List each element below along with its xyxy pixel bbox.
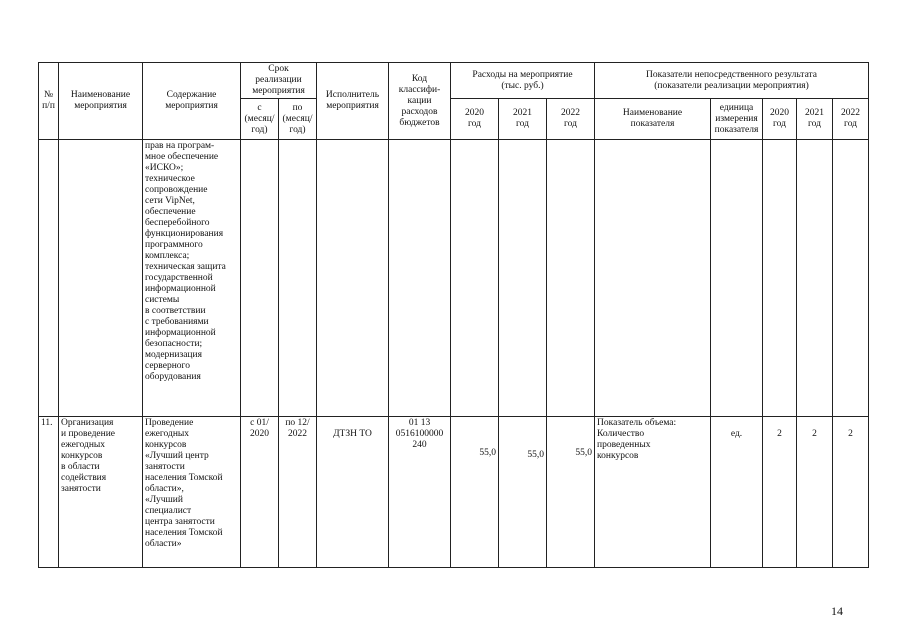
header-executor: Исполнитель мероприятия	[317, 63, 389, 140]
cell-empty	[59, 140, 143, 417]
cell-empty	[547, 140, 595, 417]
header-indicator-2022: 2022 год	[833, 99, 869, 140]
header-event-name: Наименование мероприятия	[59, 63, 143, 140]
header-expenses: Расходы на мероприятие (тыс. руб.)	[451, 63, 595, 99]
cell-unit: ед.	[711, 417, 763, 568]
cell-period-from: с 01/ 2020	[241, 417, 279, 568]
cell-empty	[389, 140, 451, 417]
header-indicator-2021: 2021 год	[797, 99, 833, 140]
header-budget-code: Код классифи- кации расходов бюджетов	[389, 63, 451, 140]
cell-expenses-2022	[547, 417, 595, 568]
cell-indicator-2021: 2	[797, 417, 833, 568]
cell-empty	[711, 140, 763, 417]
cell-empty	[595, 140, 711, 417]
header-period: Срок реализации мероприятия	[241, 63, 317, 99]
header-expenses-2020: 2020 год	[451, 99, 499, 140]
cell-expenses-2021	[499, 417, 547, 568]
cell-row-num: 11.	[39, 417, 59, 568]
header-expenses-2021: 2021 год	[499, 99, 547, 140]
expenses-2021-value: 55,0	[527, 450, 544, 460]
header-indicators: Показатели непосредственного результата (показатели реализации мероприятия)	[595, 63, 869, 99]
cell-empty	[763, 140, 797, 417]
cell-empty	[39, 140, 59, 417]
cell-indicator-2022: 2	[833, 417, 869, 568]
header-event-content: Содержание мероприятия	[143, 63, 241, 140]
expenses-2020-value: 55,0	[479, 448, 496, 458]
cell-event-name: Организация и проведение ежегодных конкурсов в области содействия занятости	[59, 417, 143, 568]
header-expenses-2022: 2022 год	[547, 99, 595, 140]
cell-empty	[451, 140, 499, 417]
cell-empty	[499, 140, 547, 417]
cell-budget-code: 01 13 0516100000 240	[389, 417, 451, 568]
cell-executor: ДТЗН ТО	[317, 417, 389, 568]
table-row-continuation	[39, 140, 869, 417]
header-indicator-2020: 2020 год	[763, 99, 797, 140]
expenses-2022-value: 55,0	[575, 448, 593, 458]
header-unit: единица измерения показателя	[711, 99, 763, 140]
cell-content-continuation: прав на програм- мное обеспечение «ИСКО»; техническое сопровождение сети VipNet, обеспечение бесперебойного функционирования программного комплекса; техническая защита государственной информационной системы в соответствии с требованиями информационной безопасности; модернизация серверного оборудования	[143, 140, 241, 417]
measures-table	[38, 62, 869, 568]
header-num: № п/п	[39, 63, 59, 140]
cell-empty	[833, 140, 869, 417]
cell-empty	[797, 140, 833, 417]
cell-indicator-2020: 2	[763, 417, 797, 568]
header-period-to: по (месяц/ год)	[279, 99, 317, 140]
cell-period-to: по 12/ 2022	[279, 417, 317, 568]
cell-indicator-name: Показатель объема: Количество проведенных конкурсов	[595, 417, 711, 568]
page-number: 14	[831, 604, 843, 618]
cell-empty	[241, 140, 279, 417]
cell-empty	[279, 140, 317, 417]
table-row-11	[39, 417, 869, 568]
cell-event-content: Проведение ежегодных конкурсов «Лучший центр занятости населения Томской области», «Лучший специалист центра занятости населения Томской области»	[143, 417, 241, 568]
cell-empty	[317, 140, 389, 417]
header-period-from: с (месяц/ год)	[241, 99, 279, 140]
header-indicator-name: Наименование показателя	[595, 99, 711, 140]
cell-expenses-2020	[451, 417, 499, 568]
